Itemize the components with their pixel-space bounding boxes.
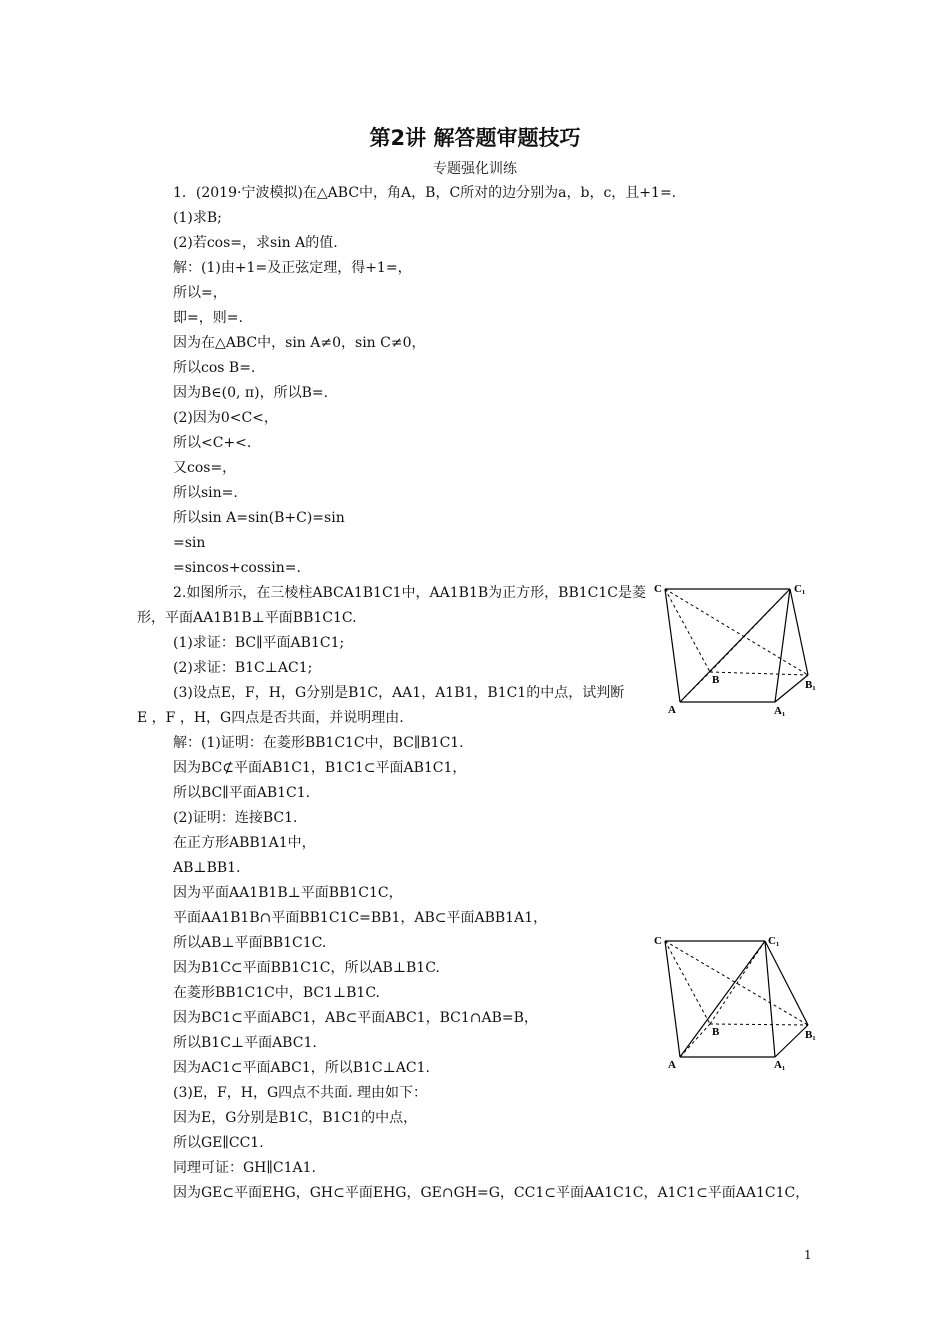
text-line: 因为AC1⊂平面ABC1，所以B1C⊥AC1. xyxy=(173,1060,430,1076)
text-line: 所以AB⊥平面BB1C1C. xyxy=(173,935,327,951)
label-a1: A₁ xyxy=(774,1059,786,1070)
text-line: 1．(2019·宁波模拟)在△ABC中，角A，B，C所对的边分别为a，b，c，且+1=. xyxy=(173,185,677,201)
text-line: 因为BC⊄平面AB1C1，B1C1⊂平面AB1C1， xyxy=(173,760,467,776)
label-b1: B₁ xyxy=(805,679,816,691)
text-line: 在正方形ABB1A1中， xyxy=(173,835,316,851)
text-line: 因为GE⊂平面EHG，GH⊂平面EHG，GE∩GH=G，CC1⊂平面AA1C1C，A1C1⊂平面AA1C1C， xyxy=(173,1185,810,1201)
label-c1: C₁ xyxy=(768,935,780,947)
label-b: B xyxy=(712,674,720,686)
text-line: (1)求B; xyxy=(173,210,222,226)
label-a: A xyxy=(668,1059,676,1070)
text-line: 所以<C+<. xyxy=(173,435,252,451)
text-line: 因为在△ABC中，sin A≠0，sin C≠0， xyxy=(173,335,426,351)
text-line: 所以sin=. xyxy=(173,485,238,501)
text-line: (2)若cos=，求sin A的值. xyxy=(173,235,338,251)
text-line: 平面AA1B1B∩平面BB1C1C=BB1，AB⊂平面ABB1A1， xyxy=(173,910,548,926)
prism-figure-1 xyxy=(650,580,825,718)
text-line: E ，F ，H，G四点是否共面，并说明理由. xyxy=(137,710,404,726)
page-number: 1 xyxy=(804,1248,812,1262)
prism-figure-2 xyxy=(650,932,825,1070)
label-a1: A₁ xyxy=(774,705,786,717)
label-a: A xyxy=(668,704,676,716)
text-line: 所以BC∥平面AB1C1. xyxy=(173,785,311,801)
text-line: 因为B1C⊂平面BB1C1C，所以AB⊥B1C. xyxy=(173,960,440,976)
text-line: (3)E，F，H，G四点不共面. 理由如下： xyxy=(173,1085,428,1101)
text-line: 所以sin A=sin(B+C)=sin xyxy=(173,510,345,526)
text-line: (2)因为0<C<， xyxy=(173,410,278,426)
text-line: (3)设点E，F，H，G分别是B1C，AA1，A1B1，B1C1的中点，试判断 xyxy=(173,685,625,701)
text-line: 又cos=， xyxy=(173,460,237,476)
text-line: (2)证明：连接BC1. xyxy=(173,810,298,826)
text-line: 因为B∈(0, π)，所以B=. xyxy=(173,385,329,401)
text-line: 所以B1C⊥平面ABC1. xyxy=(173,1035,317,1051)
page-title: 第2讲 解答题审题技巧 xyxy=(369,126,581,150)
text-line: 所以=， xyxy=(173,285,227,301)
label-b: B xyxy=(712,1026,720,1038)
text-line: 解：(1)证明：在菱形BB1C1C中，BC∥B1C1. xyxy=(173,735,464,751)
text-line: =sin xyxy=(173,535,206,551)
text-line: 因为BC1⊂平面ABC1，AB⊂平面ABC1，BC1∩AB=B， xyxy=(173,1010,538,1026)
page-subtitle: 专题强化训练 xyxy=(433,161,517,177)
label-b1: B₁ xyxy=(805,1029,816,1041)
text-line: 2.如图所示，在三棱柱ABCA1B1C1中，AA1B1B为正方形，BB1C1C是菱 xyxy=(173,585,646,601)
label-c1: C₁ xyxy=(794,583,806,595)
text-line: 在菱形BB1C1C中，BC1⊥B1C. xyxy=(173,985,381,1001)
text-line: 所以GE∥CC1. xyxy=(173,1135,264,1151)
text-line: 因为平面AA1B1B⊥平面BB1C1C， xyxy=(173,885,403,901)
text-line: 因为E，G分别是B1C，B1C1的中点， xyxy=(173,1110,418,1126)
text-line: 形，平面AA1B1B⊥平面BB1C1C. xyxy=(137,610,357,626)
text-line: 同理可证：GH∥C1A1. xyxy=(173,1160,316,1176)
text-line: 解：(1)由+1=及正弦定理，得+1=， xyxy=(173,260,412,276)
label-c: C xyxy=(654,935,662,947)
text-line: AB⊥BB1. xyxy=(173,860,241,876)
text-line: 所以cos B=. xyxy=(173,360,256,376)
text-line: =sincos+cossin=. xyxy=(173,560,301,576)
text-line: (1)求证：BC∥平面AB1C1; xyxy=(173,635,345,651)
text-line: 即=，则=. xyxy=(173,310,243,326)
label-c: C xyxy=(654,583,662,595)
text-line: (2)求证：B1C⊥AC1; xyxy=(173,660,313,676)
